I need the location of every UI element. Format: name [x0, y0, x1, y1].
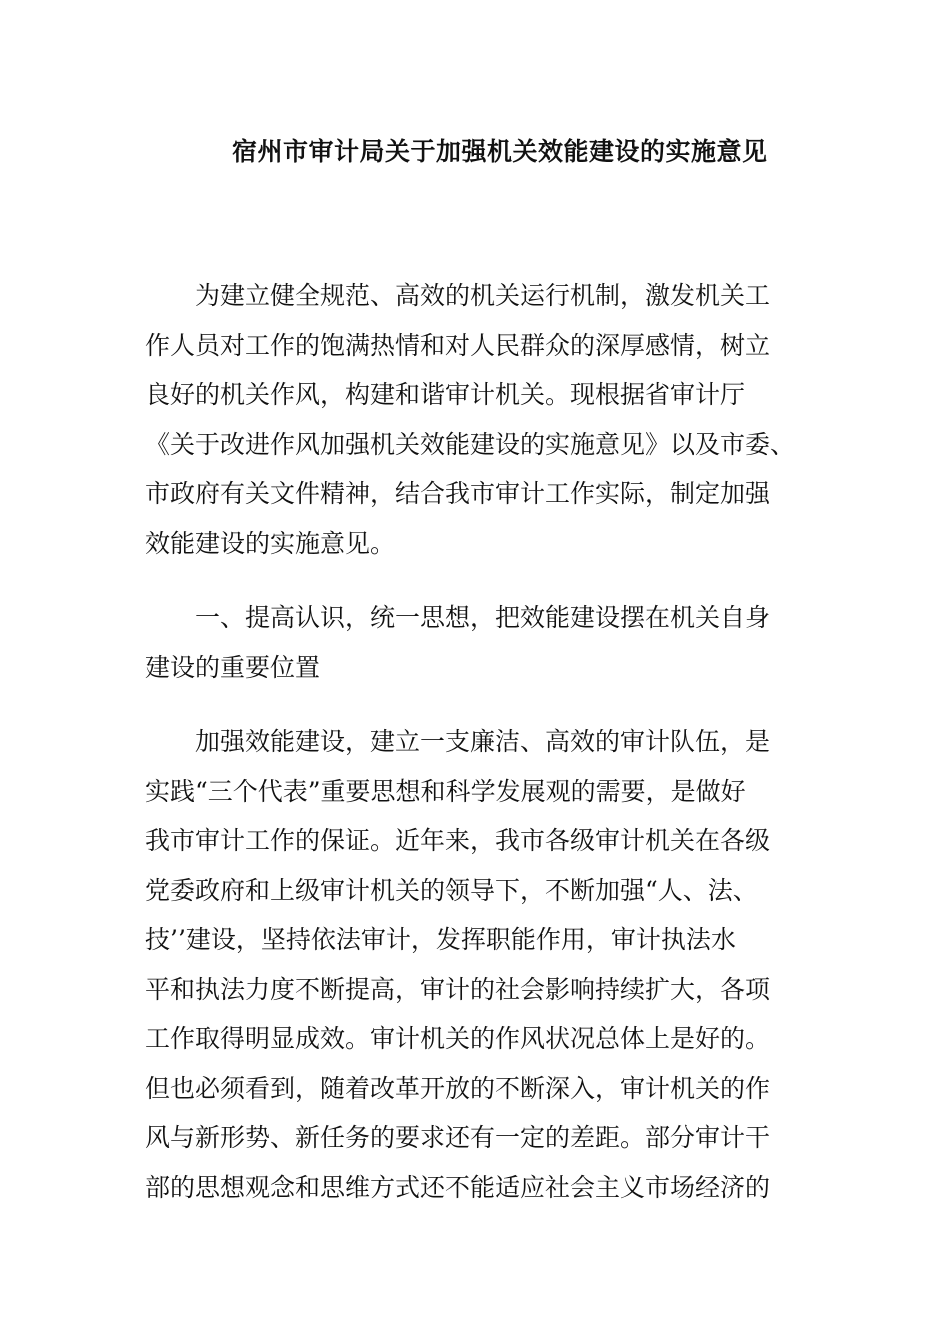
text-line: 平和执法力度不断提高，审计的社会影响持续扩大，各项: [145, 974, 771, 1004]
text-line: 作人员对工作的饱满热情和对人民群众的深厚感情，树立: [145, 330, 771, 360]
paragraph-spacer: [145, 572, 825, 597]
document-body: [145, 275, 825, 1216]
document-title: 宿州市审计局关于加强机关效能建设的实施意见: [232, 137, 768, 166]
text-line: 部的思想观念和思维方式还不能适应社会主义市场经济的: [145, 1172, 771, 1202]
paragraph-section-1-body: [145, 721, 825, 1216]
text-line: 风与新形势、新任务的要求还有一定的差距。部分审计干: [145, 1123, 771, 1152]
paragraph-intro: [145, 275, 825, 572]
text-line: 党委政府和上级审计机关的领导下，不断加强“人、法、: [145, 875, 758, 905]
text-line: 市政府有关文件精神，结合我市审计工作实际，制定加强: [145, 479, 771, 508]
text-line: 《关于改进作风加强机关效能建设的实施意见》以及市委、: [145, 429, 796, 459]
text-line: 技’’建设，坚持依法审计，发挥职能作用，审计执法水: [145, 925, 736, 954]
text-line: 我市审计工作的保证。近年来，我市各级审计机关在各级: [145, 826, 771, 855]
text-line: 为建立健全规范、高效的机关运行机制，激发机关工: [195, 281, 771, 310]
text-line: 但也必须看到，随着改革开放的不断深入，审计机关的作: [145, 1073, 771, 1103]
text-line: 加强效能建设，建立一支廉洁、高效的审计队伍，是: [195, 727, 771, 756]
text-line: 一、提高认识，统一思想，把效能建设摆在机关自身: [195, 603, 771, 632]
text-line: 良好的机关作风，构建和谐审计机关。现根据省审计厅: [145, 380, 746, 409]
text-line: 实践“三个代表”重要思想和科学发展观的需要，是做好: [145, 776, 746, 806]
text-line: 建设的重要位置: [145, 652, 321, 682]
text-line: 工作取得明显成效。审计机关的作风状况总体上是好的。: [145, 1024, 771, 1053]
section-heading-1: [145, 597, 825, 696]
text-line: 效能建设的实施意见。: [145, 528, 396, 558]
paragraph-spacer: [145, 696, 825, 721]
